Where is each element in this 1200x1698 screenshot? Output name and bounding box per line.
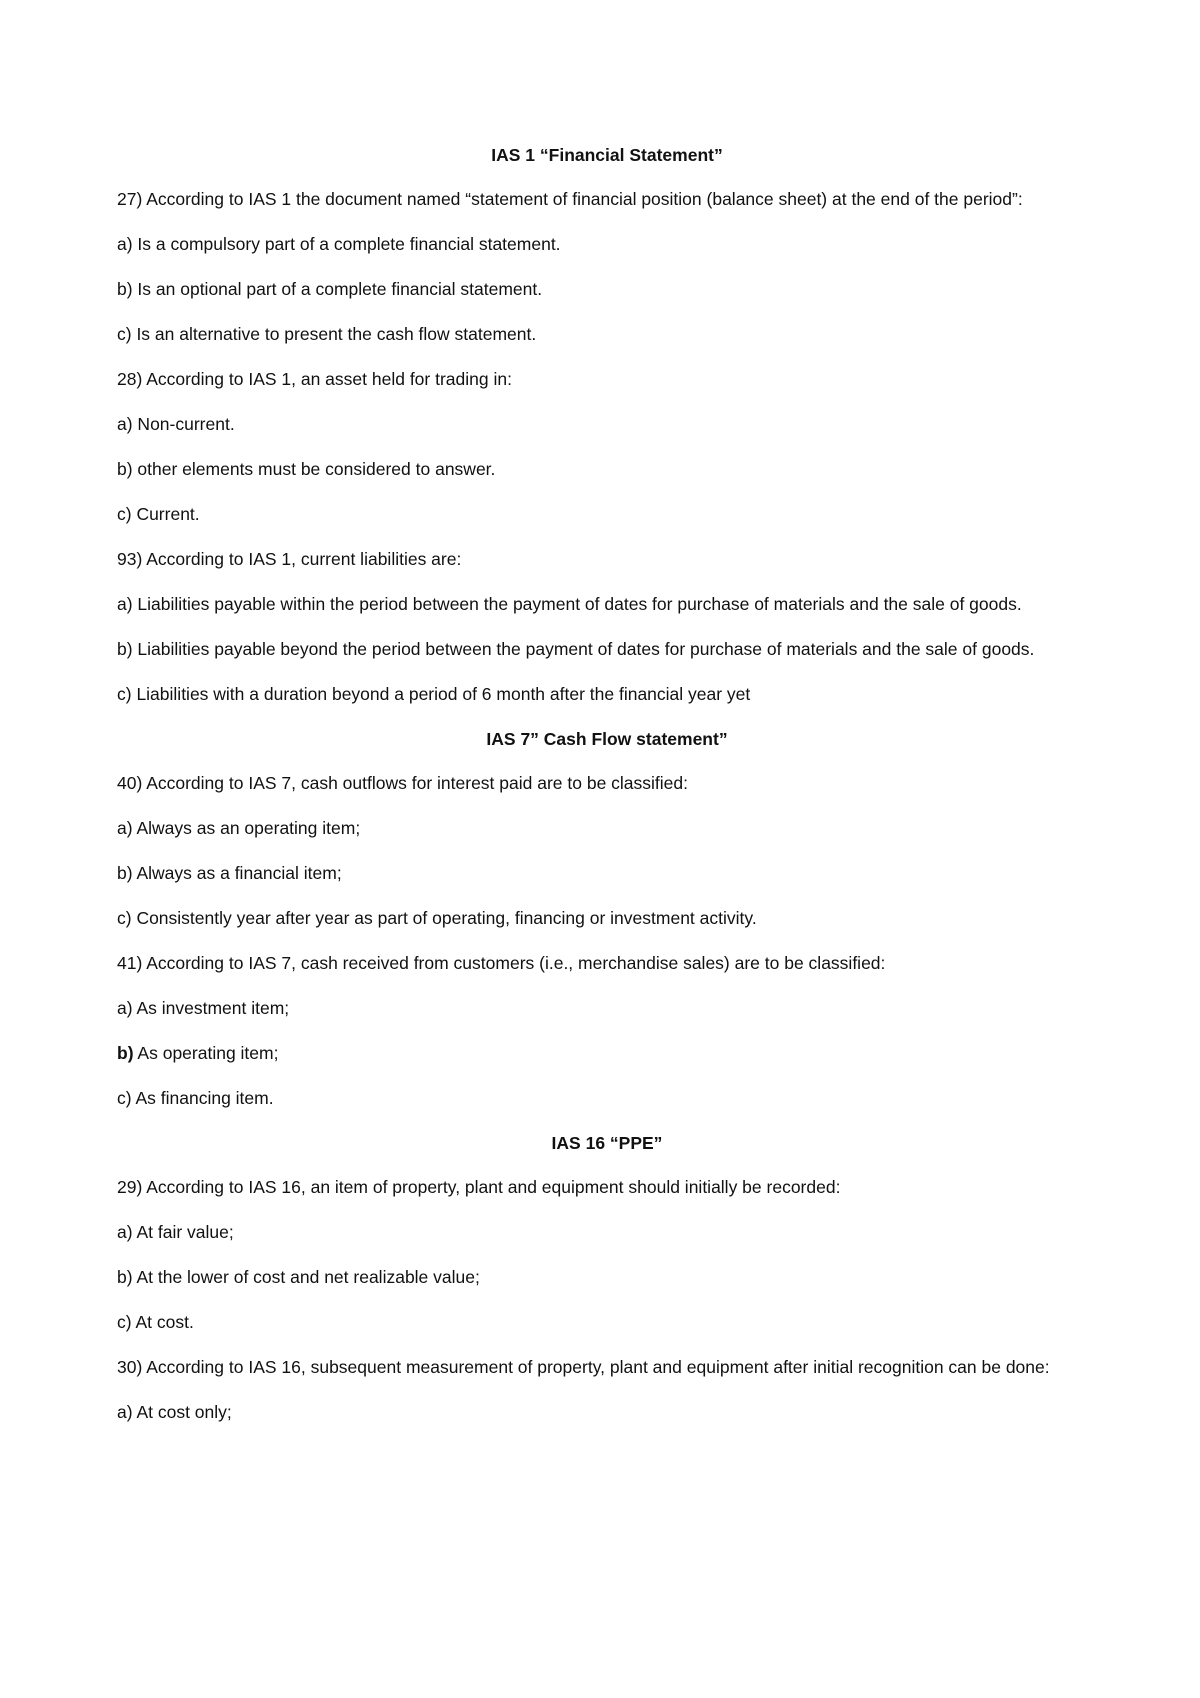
option-29-b (117, 1262, 1097, 1292)
option-key: b) (117, 1267, 133, 1287)
option-27-a (117, 229, 1097, 259)
option-key: a) (117, 1402, 133, 1422)
question-number: 41) (117, 953, 143, 973)
question-text: According to IAS 16, an item of property, plant and equipment should initially be recorded: (142, 1177, 841, 1197)
question-text: According to IAS 7, cash received from customers (i.e., merchandise sales) are to be classified: (142, 953, 886, 973)
option-27-b (117, 274, 1097, 304)
option-text: At the lower of cost and net realizable value; (132, 1267, 480, 1287)
option-93-b (117, 634, 1097, 664)
section-heading-ias1: IAS 1 “Financial Statement” (491, 145, 723, 165)
option-key: c) (117, 324, 132, 344)
option-29-c (117, 1307, 1097, 1337)
option-27-c (117, 319, 1097, 349)
option-key: b) (117, 279, 133, 299)
option-text: Liabilities payable within the period between the payment of dates for purchase of materials and the sale of goods. (132, 594, 1022, 614)
option-41-c (117, 1083, 1097, 1113)
option-41-b (117, 1038, 1097, 1068)
option-text: Always as a financial item; (132, 863, 342, 883)
option-text: Is an optional part of a complete financial statement. (132, 279, 543, 299)
question-40 (117, 768, 1097, 798)
option-text: Is an alternative to present the cash flow statement. (131, 324, 537, 344)
question-number: 40) (117, 773, 143, 793)
document-content (117, 140, 1097, 1442)
option-28-c (117, 499, 1097, 529)
option-key: a) (117, 998, 133, 1018)
option-29-a (117, 1217, 1097, 1247)
option-40-c (117, 903, 1097, 933)
question-text: According to IAS 1 the document named “statement of financial position (balance sheet) at the end of the period”: (142, 189, 1023, 209)
option-key: b) (117, 1043, 134, 1063)
option-28-b (117, 454, 1097, 484)
option-text: Is a compulsory part of a complete financial statement. (132, 234, 561, 254)
option-key: c) (117, 684, 132, 704)
option-key: a) (117, 1222, 133, 1242)
option-key: b) (117, 863, 133, 883)
option-text: Always as an operating item; (132, 818, 361, 838)
option-text: As investment item; (132, 998, 290, 1018)
option-key: c) (117, 1088, 132, 1108)
option-28-a (117, 409, 1097, 439)
question-41 (117, 948, 1097, 978)
section-heading-ias16: IAS 16 “PPE” (551, 1133, 663, 1153)
option-30-a (117, 1397, 1097, 1427)
option-text: As operating item; (133, 1043, 279, 1063)
option-text: Non-current. (132, 414, 235, 434)
option-key: a) (117, 234, 133, 254)
option-40-b (117, 858, 1097, 888)
option-text: As financing item. (131, 1088, 274, 1108)
option-key: a) (117, 414, 133, 434)
option-41-a (117, 993, 1097, 1023)
question-text: According to IAS 16, subsequent measurement of property, plant and equipment after initial recognition can be done: (142, 1357, 1050, 1377)
question-28 (117, 364, 1097, 394)
question-text: According to IAS 1, an asset held for trading in: (142, 369, 512, 389)
option-text: other elements must be considered to answer. (132, 459, 496, 479)
question-30 (117, 1352, 1097, 1382)
option-text: At fair value; (132, 1222, 234, 1242)
question-93 (117, 544, 1097, 574)
option-key: b) (117, 459, 133, 479)
option-key: c) (117, 504, 132, 524)
option-93-c (117, 679, 1097, 709)
option-text: Liabilities with a duration beyond a period of 6 month after the financial year yet (131, 684, 751, 704)
question-number: 28) (117, 369, 143, 389)
question-27 (117, 184, 1097, 214)
question-text: According to IAS 1, current liabilities are: (142, 549, 462, 569)
option-text: At cost only; (132, 1402, 232, 1422)
question-number: 27) (117, 189, 143, 209)
option-text: Current. (131, 504, 200, 524)
question-number: 30) (117, 1357, 143, 1377)
option-text: Consistently year after year as part of operating, financing or investment activity. (131, 908, 757, 928)
option-key: b) (117, 639, 133, 659)
option-40-a (117, 813, 1097, 843)
option-key: c) (117, 908, 132, 928)
question-29 (117, 1172, 1097, 1202)
option-text: Liabilities payable beyond the period between the payment of dates for purchase of materials and the sale of goods. (132, 639, 1035, 659)
option-key: c) (117, 1312, 132, 1332)
question-text: According to IAS 7, cash outflows for interest paid are to be classified: (142, 773, 689, 793)
section-heading-ias7: IAS 7” Cash Flow statement” (486, 729, 728, 749)
question-number: 93) (117, 549, 143, 569)
option-key: a) (117, 818, 133, 838)
question-number: 29) (117, 1177, 143, 1197)
option-text: At cost. (131, 1312, 194, 1332)
option-93-a (117, 589, 1097, 619)
option-key: a) (117, 594, 133, 614)
